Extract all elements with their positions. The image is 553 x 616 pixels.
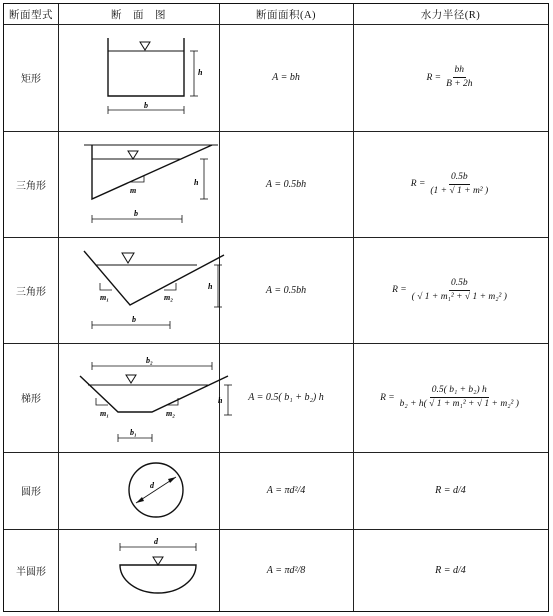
dim-label-b2: b₂ [146, 356, 153, 365]
slope-label-m1: m₁ [100, 293, 110, 302]
header-type: 断面型式 [9, 9, 53, 21]
row-radius: R = d/4 [435, 485, 466, 496]
trapezoid-section-diagram [58, 343, 223, 452]
slope-label-m2: m₂ [166, 409, 176, 418]
row-radius [353, 131, 548, 237]
radius-numerator: 0.5( b₁ + b₂) h [430, 385, 489, 398]
radius-numerator: bh [453, 65, 467, 78]
row-area: A = 0.5bh [265, 178, 307, 190]
slope-label-m: m [130, 186, 137, 195]
header-area: 断面面积(A) [255, 9, 317, 21]
rectangle-section-diagram [58, 24, 219, 131]
row-area: A = πd²/8 [266, 564, 306, 576]
row-radius [353, 343, 548, 452]
dim-label-b: b [134, 209, 138, 218]
dim-label-h: h [194, 178, 199, 187]
row-type: 三角形 [16, 180, 46, 192]
slope-label-m2: m₂ [164, 293, 174, 302]
dim-label-h: h [218, 396, 223, 405]
row-area: A = 0.5bh [265, 284, 307, 296]
dim-label-b: b [144, 101, 148, 110]
radius-lhs: R = [426, 72, 442, 83]
slope-label-m1: m₁ [100, 409, 110, 418]
radius-denominator: (1 + √ 1 + m² ) [430, 185, 489, 196]
row-type: 梯形 [21, 394, 41, 405]
right-triangle-section-diagram [58, 131, 219, 237]
radius-fraction [428, 172, 490, 197]
header-figure: 断 面 图 [111, 9, 166, 21]
radius-denominator: ( √ 1 + m₁² + √ 1 + m₂² ) [411, 291, 507, 302]
header-radius: 水力半径(R) [420, 9, 481, 21]
row-type: 三角形 [16, 286, 46, 298]
radius-fraction [410, 278, 509, 303]
row-radius: R = d/4 [435, 564, 466, 576]
v-triangle-section-diagram [58, 237, 219, 343]
row-type: 半圆形 [16, 566, 46, 578]
row-area: A = bh [272, 72, 300, 83]
circle-section-diagram [58, 452, 219, 529]
radius-numerator: 0.5b [449, 172, 470, 185]
radius-numerator: 0.5b [449, 278, 470, 291]
dim-label-d: d [154, 537, 158, 546]
dim-label-h: h [208, 282, 213, 291]
semicircle-section-diagram [58, 529, 219, 611]
dim-label-d: d [150, 481, 154, 490]
radius-fraction [444, 65, 474, 90]
radius-denominator: B + 2h [446, 79, 473, 89]
row-radius [353, 237, 548, 343]
row-area: A = 0.5( b₁ + b₂) h [248, 392, 324, 403]
dim-label-b1: b₁ [130, 428, 137, 437]
radius-lhs: R = [410, 179, 426, 189]
radius-lhs: R = [392, 285, 407, 295]
row-radius [353, 24, 548, 131]
dim-label-h: h [198, 68, 203, 77]
dim-label-b: b [132, 315, 136, 324]
radius-denominator: b₂ + h( √ 1 + m₁² + √ 1 + m₂² ) [399, 399, 519, 409]
radius-lhs: R = [380, 392, 395, 403]
row-type: 矩形 [21, 74, 41, 85]
row-type: 圆形 [21, 487, 41, 498]
row-area: A = πd²/4 [266, 485, 306, 496]
section-table [3, 3, 549, 612]
radius-fraction [398, 385, 521, 410]
